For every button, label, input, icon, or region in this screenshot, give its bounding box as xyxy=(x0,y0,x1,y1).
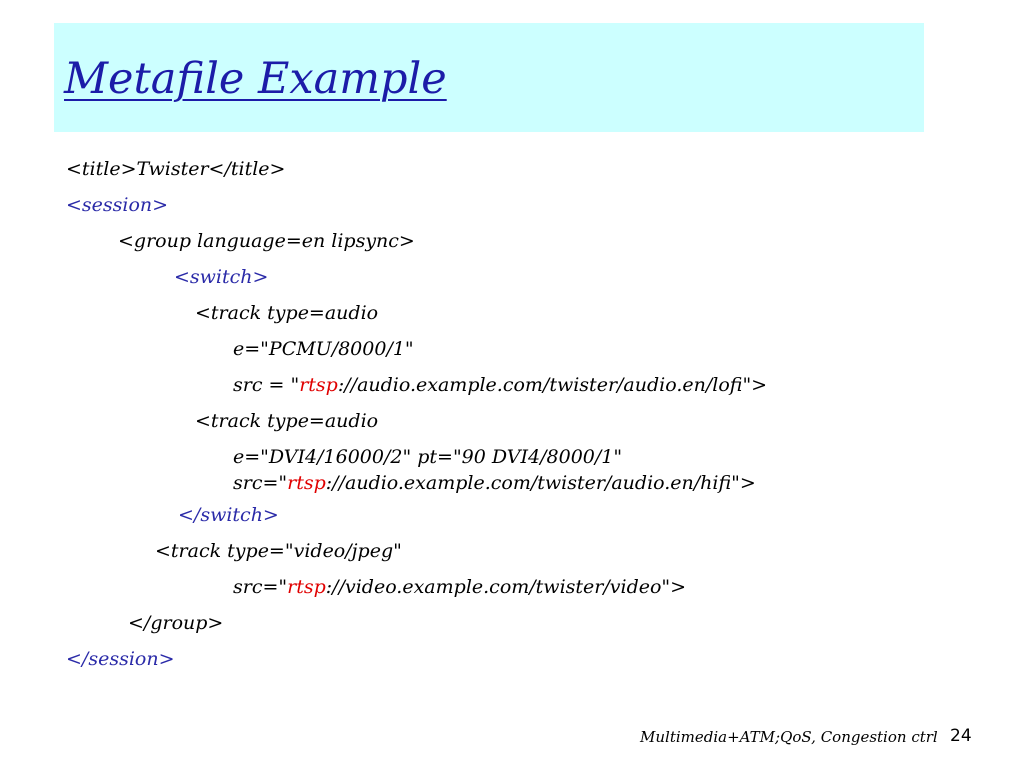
code-line-src-hifi xyxy=(233,474,756,493)
code-line-group-open: <group language=en lipsync> xyxy=(118,230,415,252)
src-url: ://audio.example.com/twister/audio.en/hifi"> xyxy=(325,472,756,494)
code-line-session-open: <session> xyxy=(66,194,169,216)
code-line-track-video: <track type="video/jpeg" xyxy=(155,540,402,562)
code-line-switch-close: </switch> xyxy=(178,504,279,526)
code-line-title: <title>Twister</title> xyxy=(66,158,286,180)
src-prefix: src=" xyxy=(233,576,288,598)
src-url: ://video.example.com/twister/video"> xyxy=(325,576,687,598)
code-line-src-lofi xyxy=(233,376,767,395)
code-line-encoding-1: e="PCMU/8000/1" xyxy=(233,338,414,360)
src-prefix: src=" xyxy=(233,472,288,494)
rtsp-keyword: rtsp xyxy=(287,576,326,598)
code-line-group-close: </group> xyxy=(128,612,224,634)
page-number: 24 xyxy=(950,726,972,746)
rtsp-keyword: rtsp xyxy=(299,374,338,396)
code-line-encoding-2: e="DVI4/16000/2" pt="90 DVI4/8000/1" xyxy=(233,446,623,468)
src-url: ://audio.example.com/twister/audio.en/lofi"> xyxy=(337,374,768,396)
slide-footer: Multimedia+ATM;QoS, Congestion ctrl xyxy=(640,728,938,746)
code-line-session-close: </session> xyxy=(66,648,175,670)
slide-title: Metafile Example xyxy=(64,54,447,104)
code-line-track-audio-1: <track type=audio xyxy=(195,302,379,324)
code-line-src-video xyxy=(233,578,686,597)
code-line-switch-open: <switch> xyxy=(174,266,269,288)
code-line-track-audio-2: <track type=audio xyxy=(195,410,379,432)
src-prefix: src = " xyxy=(233,374,300,396)
rtsp-keyword: rtsp xyxy=(287,472,326,494)
